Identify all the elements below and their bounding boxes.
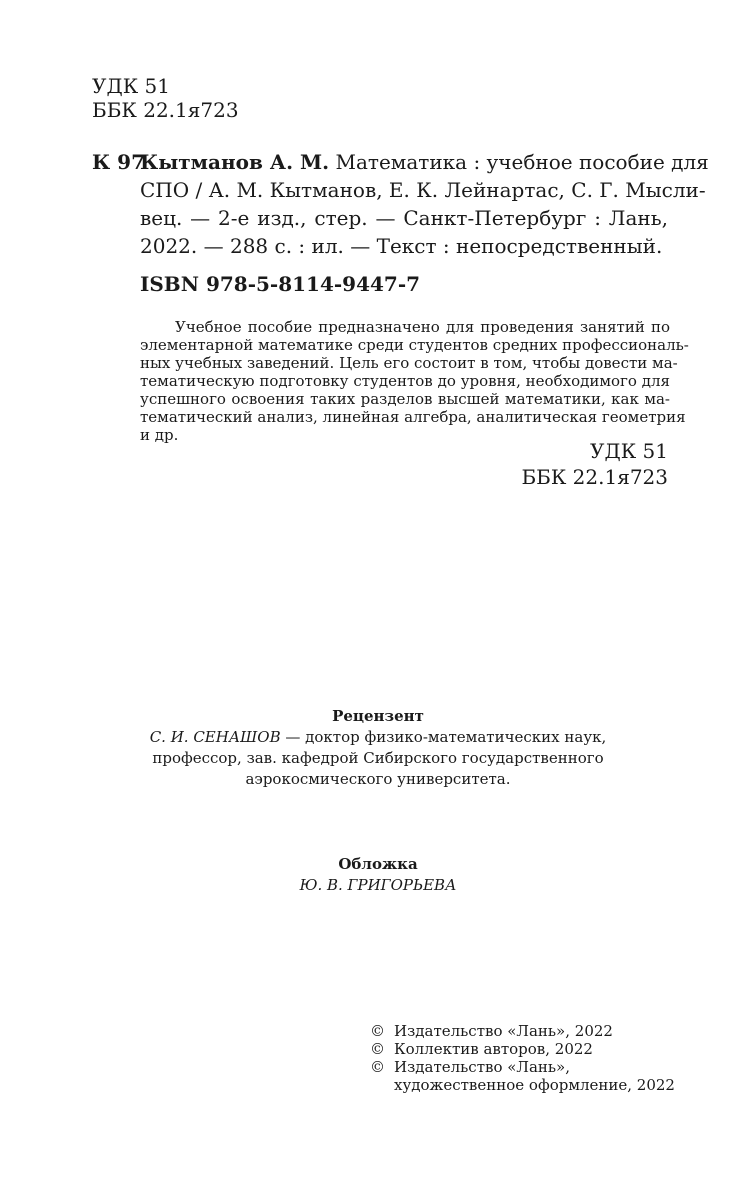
copyright-icon: © [370,1022,385,1040]
reviewer-heading: Рецензент [332,707,424,725]
copyright-text: Издательство «Лань», 2022 [394,1022,613,1040]
reviewer-line: аэрокосмического университета. [245,770,511,788]
reviewer-title: — доктор физико-математических наук, [280,728,607,746]
cover-heading: Обложка [338,855,418,873]
bibliographic-line: вец. — 2-е изд., стер. — Санкт-Петербург : Лань, [140,206,668,230]
copyright-block [370,1022,675,1094]
reviewer-line [0,727,756,748]
copyright-text-line: Издательство «Лань», [394,1058,571,1076]
reviewer-name: С. И. СЕНАШОВ [149,728,281,746]
copyright-text: Коллектив авторов, 2022 [394,1040,593,1058]
reviewer-line: профессор, зав. кафедрой Сибирского государственного [152,749,604,767]
cover-artist: Ю. В. ГРИГОРЬЕВА [299,876,457,894]
bibliographic-record [140,148,709,260]
annotation-line: элементарной математике среди студентов средних профессиональ- [140,336,689,354]
bbk-code: ББК 22.1я723 [92,98,239,122]
copyright-text-line: художественное оформление, 2022 [394,1076,675,1094]
copyright-row [370,1022,670,1040]
isbn: ISBN 978-5-8114-9447-7 [140,272,421,296]
bbk-code: ББК 22.1я723 [521,465,668,489]
copyright-row [370,1058,675,1094]
copyright-row [370,1040,670,1058]
copyright-icon: © [370,1058,385,1076]
annotation-line: Учебное пособие предназначено для проведения занятий по [175,318,670,336]
udk-block-top [92,74,239,122]
bibliographic-line: 2022. — 288 с. : ил. — Текст : непосредственный. [140,234,663,258]
annotation-line: ных учебных заведений. Цель его состоит в том, чтобы довести ма- [140,354,678,372]
annotation-line: тематический анализ, линейная алгебра, аналитическая геометрия [140,408,686,426]
copyright-text [394,1058,675,1094]
annotation [140,318,689,444]
copyright-icon: © [370,1040,385,1058]
bibliographic-line: СПО / А. М. Кытманов, Е. К. Лейнартас, С. Г. Мысли- [140,178,706,202]
author-name: Кытманов А. М. [140,150,330,174]
reviewer-block [0,706,756,790]
udk-code: УДК 51 [590,439,668,463]
annotation-line: тематическую подготовку студентов до уровня, необходимого для [140,372,670,390]
annotation-line: успешного освоения таких разделов высшей математики, как ма- [140,390,670,408]
bibliographic-line [140,148,709,176]
udk-block-bottom [521,438,668,490]
cover-block [0,854,756,896]
udk-code: УДК 51 [92,74,170,98]
bibliographic-text: Математика : учебное пособие для [329,150,709,174]
annotation-line: и др. [140,426,179,444]
author-mark: К 97 [92,150,145,174]
